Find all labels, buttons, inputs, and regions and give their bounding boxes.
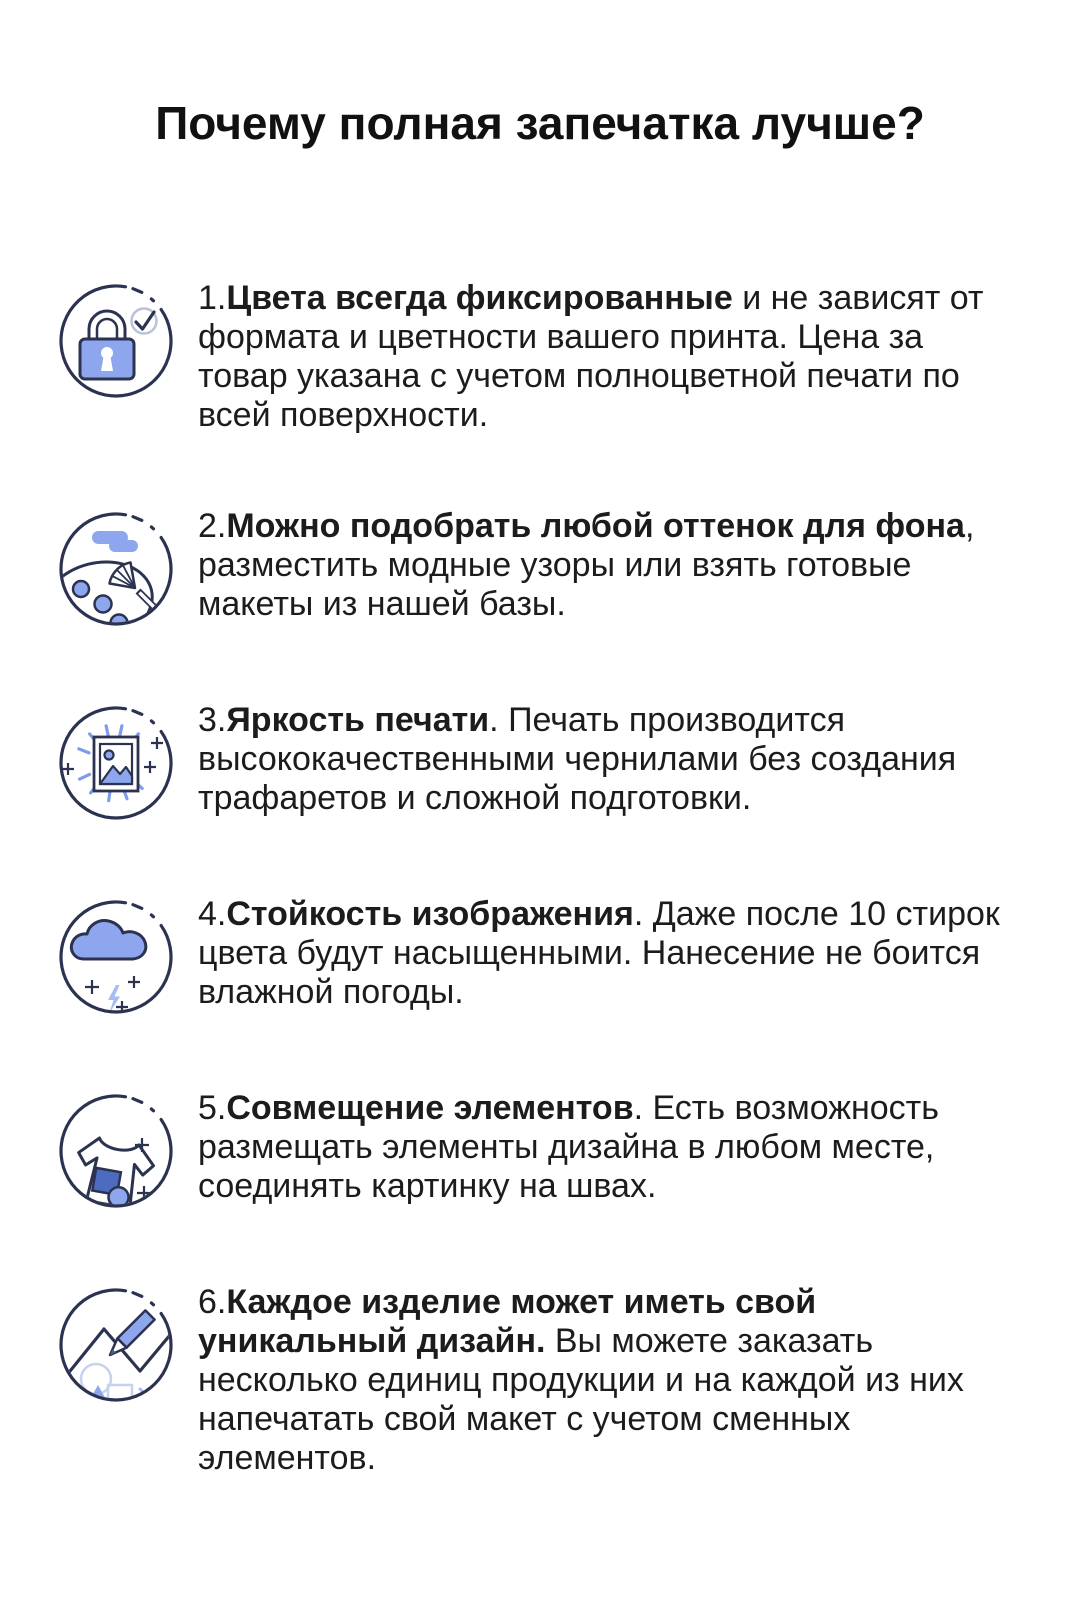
benefit-item — [56, 1283, 1020, 1478]
benefit-number: 4. — [198, 894, 227, 933]
benefit-item — [56, 701, 1020, 823]
image-shine-icon — [56, 703, 176, 823]
benefit-title: Каждое изделие может иметь свой уникальный дизайн. — [198, 1282, 817, 1360]
benefit-description: . Есть возможность размещать элементы дизайна в любом месте, соединять картинку на швах. — [198, 1088, 939, 1205]
benefit-number: 5. — [198, 1088, 227, 1127]
benefit-text — [198, 1089, 1020, 1206]
benefit-item — [56, 895, 1020, 1017]
benefit-title: Совмещение элементов — [226, 1088, 634, 1127]
benefit-description: . Печать производится высококачественными чернилами без создания трафаретов и сложной подготовки. — [198, 700, 957, 817]
benefit-text — [198, 895, 1020, 1012]
cloud-weather-icon — [56, 897, 176, 1017]
benefit-number: 3. — [198, 700, 227, 739]
benefit-number: 6. — [198, 1282, 227, 1321]
benefit-item — [56, 507, 1020, 629]
benefit-text — [198, 1283, 1020, 1478]
pencil-sketch-icon — [56, 1285, 176, 1405]
page-title: Почему полная запечатка лучше? — [155, 97, 925, 149]
benefit-title: Можно подобрать любой оттенок для фона — [226, 506, 965, 545]
benefit-description: и не зависят от формата и цветности вашего принта. Цена за товар указана с учетом полноцветной печати по всей поверхности. — [198, 278, 984, 434]
benefits-list — [0, 279, 1080, 1478]
benefit-number: 1. — [198, 278, 227, 317]
benefit-description: , разместить модные узоры или взять готовые макеты из нашей базы. — [198, 506, 975, 623]
benefit-description: Вы можете заказать несколько единиц продукции и на каждой из них напечатать свой макет с учетом сменных элементов. — [198, 1321, 964, 1477]
benefit-description: . Даже после 10 стирок цвета будут насыщенными. Нанесение не боится влажной погоды. — [198, 894, 1000, 1011]
benefit-text — [198, 279, 1020, 435]
lock-check-icon — [56, 281, 176, 401]
benefit-text — [198, 507, 1020, 624]
benefit-title: Цвета всегда фиксированные — [226, 278, 733, 317]
benefit-item — [56, 279, 1020, 435]
benefit-item — [56, 1089, 1020, 1211]
benefit-text — [198, 701, 1020, 818]
palette-brush-icon — [56, 509, 176, 629]
benefit-number: 2. — [198, 506, 227, 545]
benefit-title: Стойкость изображения — [226, 894, 634, 933]
tshirt-design-icon — [56, 1091, 176, 1211]
benefit-title: Яркость печати — [226, 700, 490, 739]
